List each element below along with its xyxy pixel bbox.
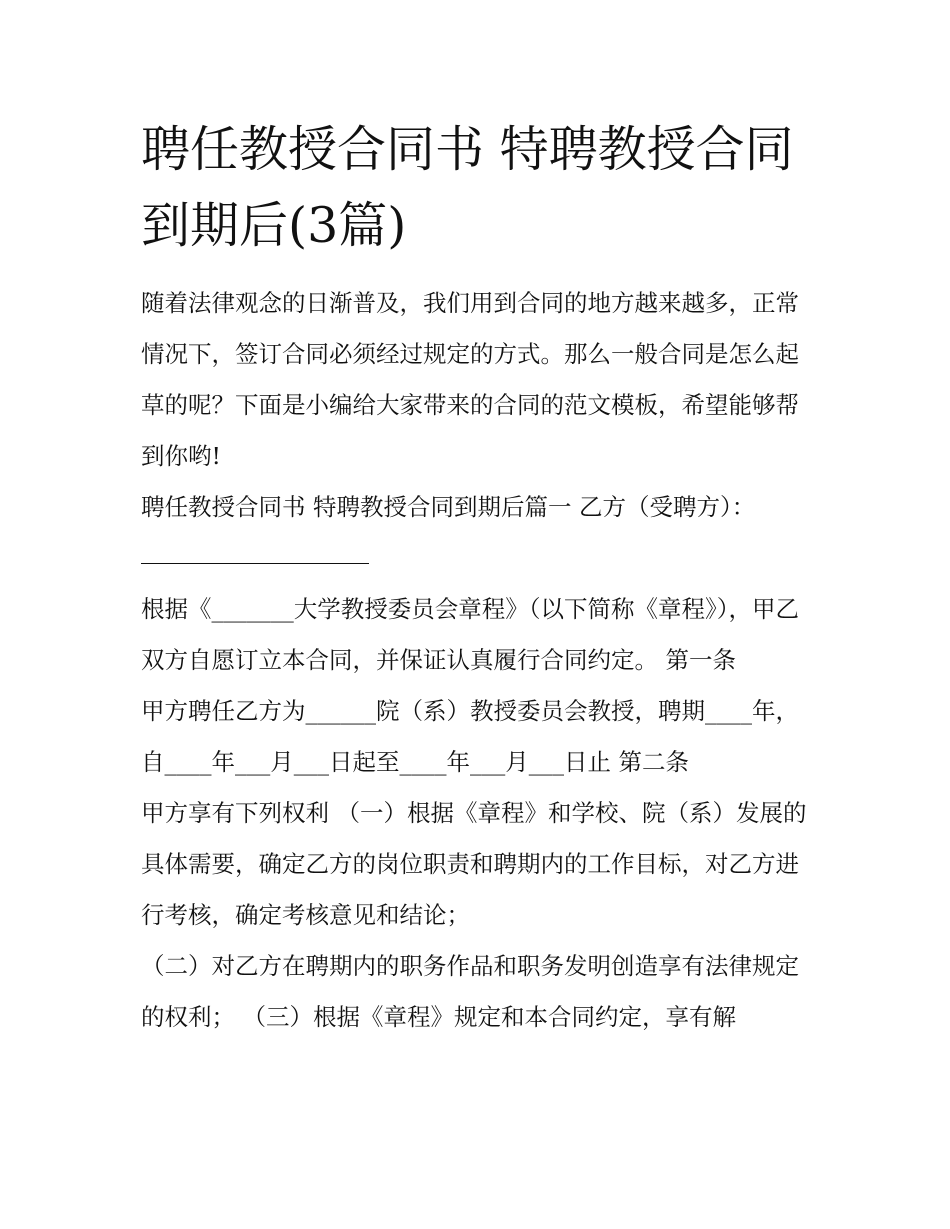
contract-preamble-paragraph: 根据《_______大学教授委员会章程》（以下简称《章程》），甲乙双方自愿订立本合同，并保证认真履行合同约定。 第一条 — [141, 595, 799, 674]
article-two-paragraph: 甲方享有下列权利 （一）根据《章程》和学校、院（系）发展的具体需要，确定乙方的岗位职责和聘期内的工作目标，对乙方进行考核，确定考核意见和结论； — [141, 799, 807, 929]
blank-underline — [141, 533, 369, 564]
document-title: 聘任教授合同书 特聘教授合同到期后(3篇) — [141, 121, 794, 254]
article-one-paragraph: 甲方聘任乙方为______院（系）教授委员会教授，聘期____年，自____年___月___日起至____年___月___日止 第二条 — [141, 697, 799, 776]
intro-paragraph: 随着法律观念的日渐普及，我们用到合同的地方越来越多，正常情况下，签订合同必须经过规定的方式。那么一般合同是怎么起草的呢？下面是小编给大家带来的合同的范文模板，希望能够帮到你哟! — [141, 289, 799, 470]
document-body — [141, 278, 821, 1043]
signature-blank — [141, 533, 821, 584]
rights-continuation-paragraph: （二）对乙方在聘期内的职务作品和职务发明创造享有法律规定的权利； （三）根据《章程》规定和本合同约定，享有解 — [141, 952, 799, 1031]
section-heading-paragraph: 聘任教授合同书 特聘教授合同到期后篇一 乙方（受聘方）： — [141, 493, 756, 521]
